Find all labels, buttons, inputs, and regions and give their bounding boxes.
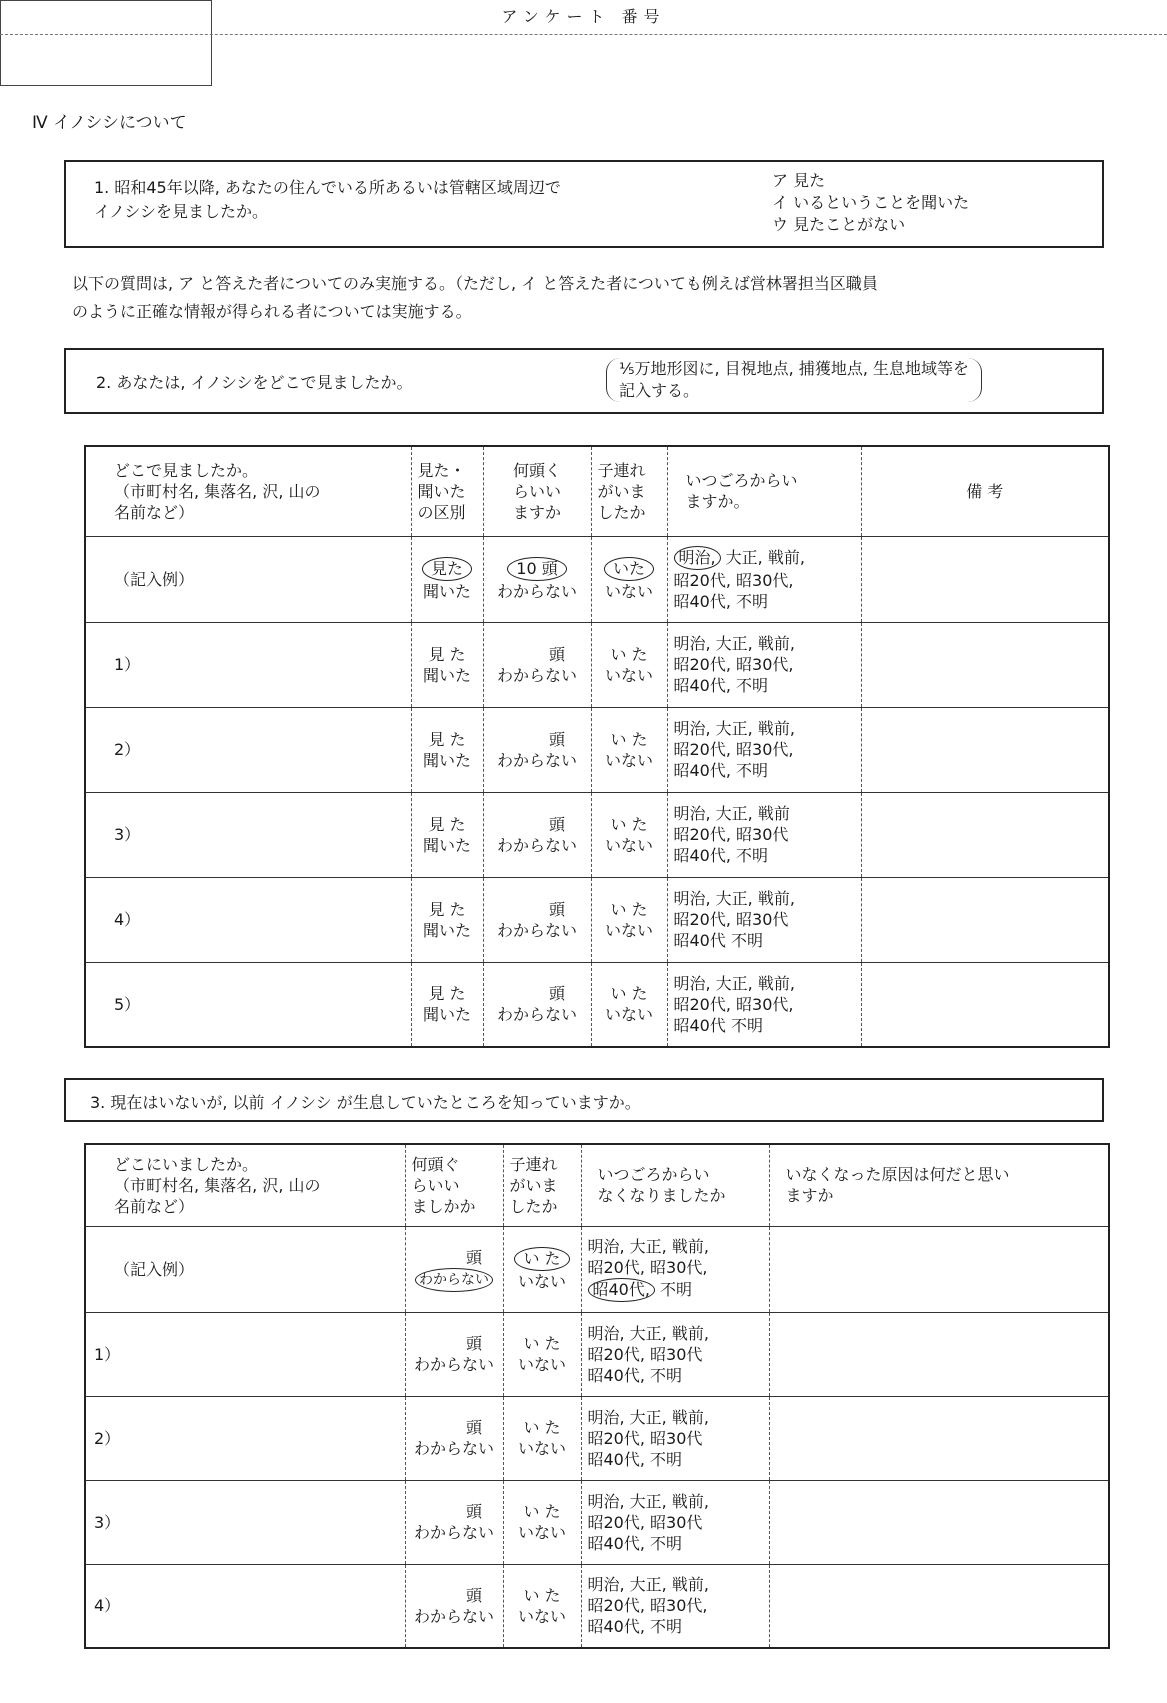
era-options[interactable]: 明治, 大正, 戦前, 昭20代, 昭30代 昭40代, 不明 [581, 1312, 769, 1396]
example-count: 頭 [465, 1247, 482, 1267]
era-options[interactable]: 明治, 大正, 戦前, 昭20代, 昭30代 昭40代, 不明 [581, 1480, 769, 1564]
with-young-option[interactable]: い た [610, 729, 648, 749]
unknown-option[interactable]: わからない [413, 1606, 494, 1626]
unknown-option[interactable]: わからない [496, 835, 577, 855]
row-label: 2） [85, 1396, 405, 1480]
with-young-option[interactable]: い た [610, 899, 648, 919]
example-row [85, 536, 1109, 622]
heard-option[interactable]: 聞いた [422, 750, 471, 770]
without-young-option[interactable]: いない [604, 835, 653, 855]
question-1-options [772, 170, 969, 236]
seen-option[interactable]: 見 た [428, 984, 466, 1004]
count-field[interactable]: 頭 [548, 729, 565, 749]
with-young-option[interactable]: い た [523, 1418, 561, 1437]
count-field[interactable]: 頭 [465, 1334, 482, 1353]
remarks-field[interactable] [861, 622, 1109, 707]
row-label: 3） [85, 1480, 405, 1564]
header-young: 子連れ がいま したか [503, 1144, 581, 1226]
header-young: 子連れ がいま したか [591, 446, 667, 536]
heard-option[interactable]: 聞いた [422, 665, 471, 685]
example-label: （記入例） [85, 1226, 405, 1312]
count-field[interactable]: 頭 [465, 1418, 482, 1437]
sighting-table [84, 445, 1110, 1048]
example-era-rest: 不明 [654, 1280, 693, 1299]
example-era-b: 昭20代, 昭30代, [587, 1258, 708, 1277]
era-options[interactable]: 明治, 大正, 戦前 昭20代, 昭30代 昭40代, 不明 [667, 792, 861, 877]
unknown-option[interactable]: わからない [496, 665, 577, 685]
seen-option[interactable]: 見 た [428, 899, 466, 919]
without-young-option[interactable]: いない [517, 1606, 566, 1626]
without-young-option[interactable]: いない [517, 1523, 566, 1542]
header-since: いつごろからい ますか。 [667, 446, 861, 536]
example-era-circled: 明治, [674, 546, 721, 570]
question-2-hint: ⅕万地形図に, 目視地点, 捕獲地点, 生息地域等を 記入する。 [606, 358, 982, 402]
seen-option[interactable]: 見 た [428, 729, 466, 749]
header-cause: いなくなった原因は何だと思い ますか [769, 1144, 1109, 1226]
example-cause [769, 1226, 1109, 1312]
header-count: 何頭ぐ らいい ましかか [405, 1144, 503, 1226]
table-row [85, 1564, 1109, 1648]
section-title: Ⅳ イノシシについて [32, 113, 187, 133]
row-label: 4） [85, 877, 411, 962]
header-location: どこで見ましたか。 （市町村名, 集落名, 沢, 山の 名前など） [85, 446, 411, 536]
table-row [85, 1396, 1109, 1480]
era-options[interactable]: 明治, 大正, 戦前, 昭20代, 昭30代, 昭40代 不明 [667, 962, 861, 1047]
row-label: 1） [85, 622, 411, 707]
question-3-box [64, 1078, 1104, 1122]
example-remarks [861, 536, 1109, 622]
question-1-text: 1. 昭和45年以降, あなたの住んでいる所あるいは管轄区域周辺で イノシシを見ましたか。 [94, 178, 561, 221]
header-remarks: 備 考 [861, 446, 1109, 536]
with-young-option[interactable]: い た [610, 814, 648, 834]
era-options[interactable]: 明治, 大正, 戦前, 昭20代, 昭30代, 昭40代, 不明 [581, 1564, 769, 1648]
question-2-box [64, 348, 1104, 414]
example-era-a: 明治, 大正, 戦前, [587, 1237, 709, 1256]
without-young-option[interactable]: いない [517, 1355, 566, 1374]
era-options[interactable]: 明治, 大正, 戦前, 昭20代, 昭30代, 昭40代, 不明 [667, 707, 861, 792]
table-row [85, 1312, 1109, 1396]
example-label: （記入例） [85, 536, 411, 622]
cause-field[interactable] [769, 1312, 1109, 1396]
table-row [85, 707, 1109, 792]
with-young-option[interactable]: い た [610, 644, 648, 664]
table-row [85, 877, 1109, 962]
survey-number-box [0, 0, 666, 86]
unknown-option[interactable]: わからない [496, 1005, 577, 1025]
survey-number-label: アンケート 番号 [0, 0, 1167, 35]
row-label: 5） [85, 962, 411, 1047]
era-options[interactable]: 明治, 大正, 戦前, 昭20代, 昭30代 昭40代, 不明 [581, 1396, 769, 1480]
option-b: イ いるということを聞いた [772, 193, 970, 212]
header-seen-heard: 見た・ 聞いた の区別 [411, 446, 483, 536]
count-field[interactable]: 頭 [548, 899, 565, 919]
example-era-rest: 大正, 戦前, [720, 548, 805, 567]
with-young-option[interactable]: い た [523, 1334, 561, 1353]
example-heard: 聞いた [422, 581, 471, 601]
count-field[interactable]: 頭 [465, 1585, 482, 1605]
remarks-field[interactable] [861, 877, 1109, 962]
cause-field[interactable] [769, 1396, 1109, 1480]
header-location: どこにいましたか。 （市町村名, 集落名, 沢, 山の 名前など） [85, 1144, 405, 1226]
option-a: ア 見た [772, 171, 826, 190]
table-row [85, 622, 1109, 707]
example-era-circled: 昭40代, [588, 1278, 655, 1302]
remarks-field[interactable] [861, 962, 1109, 1047]
seen-option[interactable]: 見 た [428, 814, 466, 834]
header-until: いつごろからい なくなりましたか [581, 1144, 769, 1226]
row-label: 2） [85, 707, 411, 792]
count-field[interactable]: 頭 [548, 984, 565, 1004]
example-era-2: 昭20代, 昭30代, [673, 571, 794, 590]
remarks-field[interactable] [861, 792, 1109, 877]
without-young-option[interactable]: いない [517, 1439, 566, 1458]
with-young-option[interactable]: い た [610, 984, 648, 1004]
row-label: 3） [85, 792, 411, 877]
example-count: 10 頭 [507, 557, 566, 581]
option-c: ウ 見たことがない [772, 215, 906, 234]
unknown-option[interactable]: わからない [496, 920, 577, 940]
unknown-option[interactable]: わからない [496, 750, 577, 770]
row-label: 4） [85, 1564, 405, 1648]
without-young-option[interactable]: いない [604, 1005, 653, 1025]
without-young-option[interactable]: いない [604, 920, 653, 940]
table-row [85, 1480, 1109, 1564]
without-young-option[interactable]: いない [604, 665, 653, 685]
era-options[interactable]: 明治, 大正, 戦前, 昭20代, 昭30代, 昭40代, 不明 [667, 622, 861, 707]
era-options[interactable]: 明治, 大正, 戦前, 昭20代, 昭30代 昭40代 不明 [667, 877, 861, 962]
unknown-option[interactable]: わからない [413, 1523, 494, 1542]
table-row [85, 962, 1109, 1047]
count-field[interactable]: 頭 [465, 1502, 482, 1521]
question-2-text: 2. あなたは, イノシシをどこで見ましたか。 [96, 373, 413, 392]
example-without-young: いない [604, 581, 653, 601]
question-3-text: 3. 現在はいないが, 以前 イノシシ が生息していたところを知っていますか。 [90, 1093, 641, 1112]
without-young-option[interactable]: いない [604, 750, 653, 770]
row-label: 1） [85, 1312, 405, 1396]
question-1-box [64, 160, 1104, 248]
example-row [85, 1226, 1109, 1312]
example-unknown: わからない [415, 1268, 493, 1292]
with-young-option[interactable]: い た [523, 1585, 561, 1605]
cause-field[interactable] [769, 1480, 1109, 1564]
count-field[interactable]: 頭 [548, 814, 565, 834]
heard-option[interactable]: 聞いた [422, 920, 471, 940]
count-field[interactable]: 頭 [548, 644, 565, 664]
seen-option[interactable]: 見 た [428, 644, 466, 664]
cause-field[interactable] [769, 1564, 1109, 1648]
example-unknown: わからない [496, 581, 577, 601]
with-young-option[interactable]: い た [523, 1502, 561, 1521]
instruction-note: 以下の質問は, ア と答えた者についてのみ実施する。（ただし, イ と答えた者についても例えば営林署担当区職員 のように正確な情報が得られる者については実施する。 [72, 274, 878, 321]
table-header-row [85, 446, 1109, 536]
table-header-row [85, 1144, 1109, 1226]
example-seen: 見た [422, 557, 472, 581]
remarks-field[interactable] [861, 707, 1109, 792]
unknown-option[interactable]: わからない [413, 1355, 494, 1374]
example-with-young: いた [604, 557, 654, 581]
heard-option[interactable]: 聞いた [422, 1005, 471, 1025]
unknown-option[interactable]: わからない [413, 1439, 494, 1458]
header-count: 何頭く らいい ますか [483, 446, 591, 536]
table-row [85, 792, 1109, 877]
example-without-young: いない [517, 1271, 566, 1291]
example-with-young: い た [514, 1247, 569, 1271]
former-habitat-table [84, 1143, 1110, 1649]
heard-option[interactable]: 聞いた [422, 835, 471, 855]
example-era-3: 昭40代, 不明 [673, 592, 769, 611]
